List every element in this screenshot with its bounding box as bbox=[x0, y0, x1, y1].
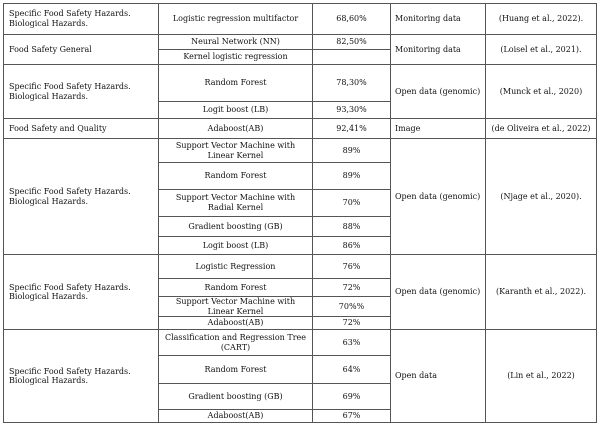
model-cell: Logit boost (LB) bbox=[159, 102, 313, 119]
ml-food-safety-table bbox=[3, 3, 597, 423]
accuracy-cell: 86% bbox=[313, 237, 391, 255]
model-cell: Kernel logistic regression bbox=[159, 50, 313, 65]
data-source-cell: Open data (genomic) bbox=[391, 65, 486, 119]
accuracy-cell: 68,60% bbox=[313, 4, 391, 35]
model-cell: Logistic regression multifactor bbox=[159, 4, 313, 35]
accuracy-cell: 88% bbox=[313, 217, 391, 237]
reference-cell: (de Oliveira et al., 2022) bbox=[486, 119, 597, 139]
table-row bbox=[4, 119, 597, 139]
data-source-cell: Open data (genomic) bbox=[391, 255, 486, 330]
model-cell: Logistic Regression bbox=[159, 255, 313, 279]
category-cell: Food Safety and Quality bbox=[4, 119, 159, 139]
data-source-cell: Image bbox=[391, 119, 486, 139]
model-cell: Support Vector Machine with Radial Kernel bbox=[159, 190, 313, 217]
model-cell: Random Forest bbox=[159, 65, 313, 102]
reference-cell: (Njage et al., 2020). bbox=[486, 139, 597, 255]
accuracy-cell: 70%% bbox=[313, 297, 391, 317]
model-cell: Gradient boosting (GB) bbox=[159, 217, 313, 237]
table-body bbox=[4, 4, 597, 423]
accuracy-cell: 72% bbox=[313, 317, 391, 330]
table-row bbox=[4, 255, 597, 279]
category-cell: Specific Food Safety Hazards. Biological Hazards. bbox=[4, 139, 159, 255]
table-row bbox=[4, 4, 597, 35]
accuracy-cell: 93,30% bbox=[313, 102, 391, 119]
accuracy-cell: 92,41% bbox=[313, 119, 391, 139]
reference-cell: (Huang et al., 2022). bbox=[486, 4, 597, 35]
accuracy-cell: 89% bbox=[313, 163, 391, 190]
accuracy-cell: 63% bbox=[313, 330, 391, 356]
data-source-cell: Monitoring data bbox=[391, 35, 486, 65]
model-cell: Support Vector Machine with Linear Kernel bbox=[159, 297, 313, 317]
model-cell: Gradient boosting (GB) bbox=[159, 384, 313, 410]
model-cell: Logit boost (LB) bbox=[159, 237, 313, 255]
accuracy-cell: 72% bbox=[313, 279, 391, 297]
table-row bbox=[4, 65, 597, 102]
data-source-cell: Open data (genomic) bbox=[391, 139, 486, 255]
category-cell: Specific Food Safety Hazards. Biological Hazards. bbox=[4, 330, 159, 423]
reference-cell: (Loisel et al., 2021). bbox=[486, 35, 597, 65]
model-cell: Classification and Regression Tree (CART) bbox=[159, 330, 313, 356]
accuracy-cell: 70% bbox=[313, 190, 391, 217]
data-source-cell: Monitoring data bbox=[391, 4, 486, 35]
model-cell: Neural Network (NN) bbox=[159, 35, 313, 50]
table-row bbox=[4, 139, 597, 163]
accuracy-cell: 69% bbox=[313, 384, 391, 410]
table-row bbox=[4, 35, 597, 50]
accuracy-cell: 67% bbox=[313, 410, 391, 423]
table-row bbox=[4, 330, 597, 356]
model-cell: Adaboost(AB) bbox=[159, 119, 313, 139]
accuracy-cell: 89% bbox=[313, 139, 391, 163]
category-cell: Food Safety General bbox=[4, 35, 159, 65]
accuracy-cell: 64% bbox=[313, 356, 391, 384]
accuracy-cell: 78,30% bbox=[313, 65, 391, 102]
data-source-cell: Open data bbox=[391, 330, 486, 423]
model-cell: Random Forest bbox=[159, 356, 313, 384]
category-cell: Specific Food Safety Hazards. Biological Hazards. bbox=[4, 255, 159, 330]
accuracy-cell bbox=[313, 50, 391, 65]
accuracy-cell: 82,50% bbox=[313, 35, 391, 50]
reference-cell: (Karanth et al., 2022). bbox=[486, 255, 597, 330]
model-cell: Adaboost(AB) bbox=[159, 410, 313, 423]
model-cell: Random Forest bbox=[159, 279, 313, 297]
reference-cell: (Lin et al., 2022) bbox=[486, 330, 597, 423]
model-cell: Adaboost(AB) bbox=[159, 317, 313, 330]
category-cell: Specific Food Safety Hazards. Biological Hazards. bbox=[4, 4, 159, 35]
reference-cell: (Munck et al., 2020) bbox=[486, 65, 597, 119]
category-cell: Specific Food Safety Hazards. Biological Hazards. bbox=[4, 65, 159, 119]
model-cell: Random Forest bbox=[159, 163, 313, 190]
accuracy-cell: 76% bbox=[313, 255, 391, 279]
model-cell: Support Vector Machine with Linear Kernel bbox=[159, 139, 313, 163]
